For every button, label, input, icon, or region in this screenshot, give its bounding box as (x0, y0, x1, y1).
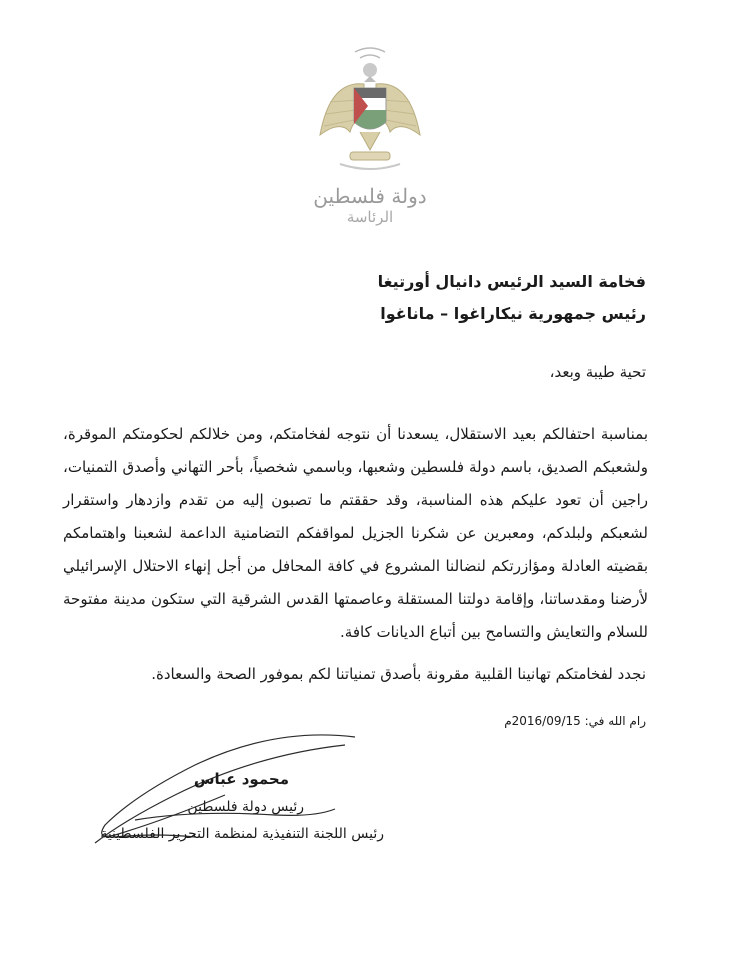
date-line: رام الله في: 2016/09/15م (504, 714, 646, 728)
letterhead (300, 40, 440, 230)
letterhead-presidency: الرئاسة (346, 208, 394, 226)
recipient-title: رئيس جمهورية نيكاراغوا – ماناغوا (380, 304, 646, 323)
signatory-title-plo: رئيس اللجنة التنفيذية لمنظمة التحرير الفلسطينية (100, 826, 384, 842)
signatory-name: محمود عباس (193, 770, 289, 788)
letterhead-state-name: دولة فلسطين (313, 184, 427, 208)
palestinian-eagle-emblem-icon (310, 40, 430, 180)
letter-body: بمناسبة احتفالكم بعيد الاستقلال، يسعدنا أن نتوجه لفخامتكم، ومن خلالكم لحكومتكم الموقرة، ولشعبكم الصديق، باسم دولة فلسطين وشعبها، وباسمي شخصياً، بأحر التهاني وأصدق التمنيات، راجين أن تعود عليكم هذه المناسبة، وقد حققتم ما تصبون إليه من تقدم وازدهار واستقرار لشعبكم ولبلدكم، ومعبرين عن شكرنا الجزيل لمواقفكم التضامنية الداعمة لشعبنا واهتمامكم بقضيته العادلة ومؤازرتكم لنضالنا المشروع في كافة المحافل من أجل إنهاء الاحتلال الإسرائيلي لأرضنا ومقدساتنا، وإقامة دولتنا المستقلة وعاصمتها القدس الشرقية التي ستكون مدينة مفتوحة للسلام والتعايش والتسامح بين أتباع الديانات كافة. (63, 425, 648, 641)
recipient-name: فخامة السيد الرئيس دانيال أورتيغا (377, 272, 646, 291)
closing-line: نجدد لفخامتكم تهانينا القلبية مقرونة بأصدق تمنياتنا لكم بموفور الصحة والسعادة. (151, 665, 646, 683)
signatory-title-president: رئيس دولة فلسطين (187, 799, 304, 815)
salutation: تحية طيبة وبعد، (549, 363, 646, 381)
